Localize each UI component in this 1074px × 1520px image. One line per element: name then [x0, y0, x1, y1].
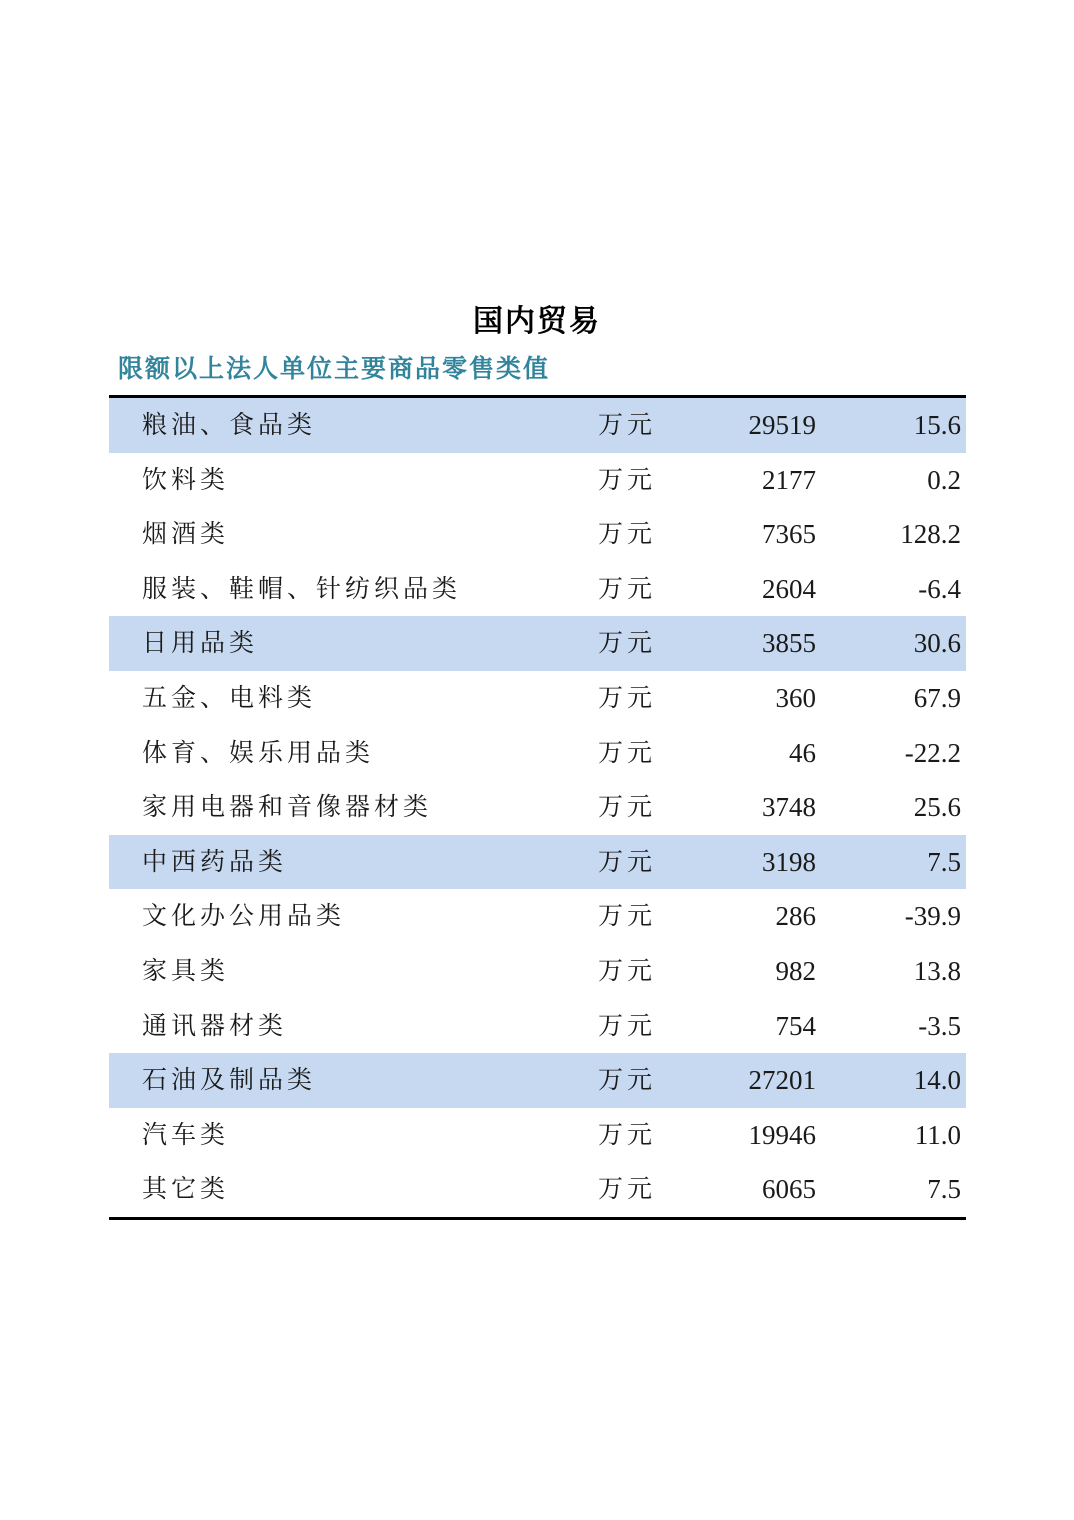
retail-value-cell: 3748 [762, 792, 816, 823]
unit-cell: 万元 [598, 1010, 657, 1040]
category-name-cell: 粮油、食品类 [142, 410, 317, 439]
growth-rate-cell: 15.6 [913, 410, 961, 440]
retail-table [109, 395, 966, 1220]
unit-cell: 万元 [598, 846, 657, 876]
table-subtitle: 限额以上法人单位主要商品零售类值 [118, 354, 551, 383]
growth-rate-cell: 13.8 [913, 955, 961, 986]
growth-rate-cell: 128.2 [900, 519, 961, 550]
unit-cell: 万元 [598, 464, 657, 494]
growth-rate-cell: 0.2 [927, 464, 961, 495]
category-name-cell: 通讯器材类 [142, 1010, 288, 1040]
unit-cell: 万元 [598, 1065, 657, 1095]
table-row [109, 398, 966, 453]
unit-cell: 万元 [598, 1119, 657, 1149]
table-row [109, 507, 966, 562]
category-name-cell: 家用电器和音像器材类 [142, 792, 433, 822]
retail-value-cell: 2177 [762, 464, 816, 495]
retail-value-cell: 982 [775, 955, 816, 986]
retail-value-cell: 3855 [762, 628, 816, 659]
table-row [109, 671, 966, 726]
category-name-cell: 服装、鞋帽、针纺织品类 [142, 573, 462, 603]
retail-value-cell: 360 [775, 682, 816, 713]
retail-value-cell: 29519 [748, 410, 816, 440]
retail-value-cell: 46 [789, 737, 816, 768]
table-row [109, 999, 966, 1054]
retail-value-cell: 3198 [762, 846, 816, 877]
table-row [109, 562, 966, 617]
retail-value-cell: 7365 [762, 519, 816, 550]
growth-rate-cell: -6.4 [918, 573, 961, 604]
unit-cell: 万元 [598, 955, 657, 985]
table-row [109, 616, 966, 671]
unit-cell: 万元 [598, 737, 657, 767]
table-row [109, 835, 966, 890]
category-name-cell: 石油及制品类 [142, 1065, 317, 1095]
table-row [109, 453, 966, 508]
table-row [109, 780, 966, 835]
table-row [109, 1108, 966, 1163]
growth-rate-cell: 11.0 [914, 1119, 961, 1150]
page-title: 国内贸易 [473, 304, 601, 339]
retail-value-cell: 27201 [748, 1065, 816, 1096]
retail-value-cell: 19946 [748, 1119, 816, 1150]
unit-cell: 万元 [598, 792, 657, 822]
table-row [109, 1162, 966, 1217]
category-name-cell: 五金、电料类 [142, 682, 317, 712]
unit-cell: 万元 [598, 573, 657, 603]
category-name-cell: 其它类 [142, 1174, 230, 1204]
unit-cell: 万元 [598, 1174, 657, 1204]
category-name-cell: 日用品类 [142, 628, 259, 658]
category-name-cell: 饮料类 [142, 464, 230, 494]
category-name-cell: 家具类 [142, 955, 230, 985]
growth-rate-cell: 67.9 [913, 682, 961, 713]
table-row [109, 889, 966, 944]
unit-cell: 万元 [598, 410, 657, 439]
retail-value-cell: 2604 [762, 573, 816, 604]
growth-rate-cell: -39.9 [904, 901, 961, 932]
table-row [109, 726, 966, 781]
retail-value-cell: 286 [775, 901, 816, 932]
unit-cell: 万元 [598, 682, 657, 712]
retail-value-cell: 6065 [762, 1174, 816, 1205]
category-name-cell: 烟酒类 [142, 519, 230, 549]
category-name-cell: 体育、娱乐用品类 [142, 737, 375, 767]
growth-rate-cell: 25.6 [913, 792, 961, 823]
growth-rate-cell: 14.0 [913, 1065, 961, 1096]
growth-rate-cell: 7.5 [927, 846, 961, 877]
category-name-cell: 文化办公用品类 [142, 901, 346, 931]
growth-rate-cell: 7.5 [927, 1174, 961, 1205]
table-row [109, 944, 966, 999]
growth-rate-cell: 30.6 [913, 628, 961, 659]
unit-cell: 万元 [598, 519, 657, 549]
unit-cell: 万元 [598, 628, 657, 658]
category-name-cell: 中西药品类 [142, 846, 288, 876]
retail-value-cell: 754 [775, 1010, 816, 1041]
table-row [109, 1053, 966, 1108]
category-name-cell: 汽车类 [142, 1119, 230, 1149]
growth-rate-cell: -3.5 [918, 1010, 961, 1041]
growth-rate-cell: -22.2 [904, 737, 961, 768]
unit-cell: 万元 [598, 901, 657, 931]
